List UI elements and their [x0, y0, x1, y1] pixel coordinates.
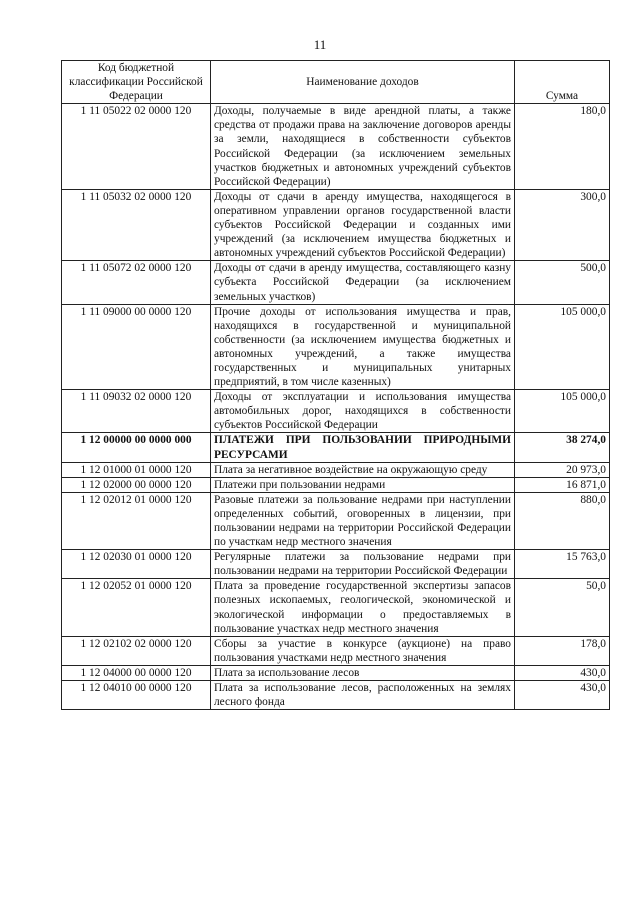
table-row: [62, 189, 610, 260]
cell-name: Разовые платежи за пользование недрами при наступлении определенных событий, оговоренных в лицензии, при пользовании недрами на территории Российской Федерации по участкам недр местного значения: [211, 492, 515, 549]
cell-name: Платежи при пользовании недрами: [211, 477, 515, 492]
cell-name: Доходы от сдачи в аренду имущества, составляющего казну субъекта Российской Федерации (за исключением земельных участков): [211, 261, 515, 304]
header-code: Код бюджетной классификации Российской Федерации: [62, 61, 211, 104]
cell-code: 1 12 00000 00 0000 000: [62, 433, 211, 462]
cell-sum: 180,0: [515, 104, 610, 190]
table-row: [62, 681, 610, 710]
cell-sum: 430,0: [515, 665, 610, 680]
cell-code: 1 11 09032 02 0000 120: [62, 390, 211, 433]
cell-sum: 50,0: [515, 579, 610, 636]
cell-sum: 20 973,0: [515, 462, 610, 477]
table-row: [62, 477, 610, 492]
cell-code: 1 11 05022 02 0000 120: [62, 104, 211, 190]
cell-code: 1 12 02000 00 0000 120: [62, 477, 211, 492]
table-row: [62, 104, 610, 190]
cell-name: Плата за проведение государственной экспертизы запасов полезных ископаемых, геологической, экономической и экологической информации о предоставляемых в пользование участках недр местного значения: [211, 579, 515, 636]
cell-name: Плата за негативное воздействие на окружающую среду: [211, 462, 515, 477]
cell-code: 1 11 05032 02 0000 120: [62, 189, 211, 260]
cell-sum: 300,0: [515, 189, 610, 260]
cell-sum: 500,0: [515, 261, 610, 304]
cell-code: 1 12 04010 00 0000 120: [62, 681, 211, 710]
cell-code: 1 12 02030 01 0000 120: [62, 550, 211, 579]
cell-sum: 105 000,0: [515, 390, 610, 433]
cell-name: Доходы от сдачи в аренду имущества, находящегося в оперативном управлении органов государственной власти субъектов Российской Федерации и созданных ими учреждений (за исключением имущества бюджетных и автономных учреждений субъектов Российской Федерации): [211, 189, 515, 260]
cell-code: 1 12 02012 01 0000 120: [62, 492, 211, 549]
table-row: [62, 462, 610, 477]
cell-code: 1 11 09000 00 0000 120: [62, 304, 211, 390]
cell-sum: 38 274,0: [515, 433, 610, 462]
cell-sum: 105 000,0: [515, 304, 610, 390]
cell-name: Доходы, получаемые в виде арендной платы, а также средства от продажи права на заключение договоров аренды за земли, находящиеся в собственности субъектов Российской Федерации (за исключением земельных участков бюджетных и автономных учреждений субъектов Российской Федерации): [211, 104, 515, 190]
cell-sum: 178,0: [515, 636, 610, 665]
table-row: [62, 492, 610, 549]
table-row: [62, 550, 610, 579]
cell-sum: 16 871,0: [515, 477, 610, 492]
cell-name: Регулярные платежи за пользование недрами при пользовании недрами на территории Российской Федерации: [211, 550, 515, 579]
table-row: [62, 579, 610, 636]
cell-code: 1 11 05072 02 0000 120: [62, 261, 211, 304]
cell-code: 1 12 02102 02 0000 120: [62, 636, 211, 665]
cell-name: Плата за использование лесов, расположенных на землях лесного фонда: [211, 681, 515, 710]
header-name: Наименование доходов: [211, 61, 515, 104]
cell-name: Сборы за участие в конкурсе (аукционе) на право пользования участками недр местного значения: [211, 636, 515, 665]
table-row: [62, 261, 610, 304]
cell-name: ПЛАТЕЖИ ПРИ ПОЛЬЗОВАНИИ ПРИРОДНЫМИ РЕСУРСАМИ: [211, 433, 515, 462]
cell-sum: 430,0: [515, 681, 610, 710]
cell-code: 1 12 01000 01 0000 120: [62, 462, 211, 477]
page-number: 11: [313, 37, 327, 52]
cell-code: 1 12 04000 00 0000 120: [62, 665, 211, 680]
table-row: [62, 636, 610, 665]
cell-name: Плата за использование лесов: [211, 665, 515, 680]
revenue-table: [61, 60, 610, 710]
cell-name: Доходы от эксплуатации и использования имущества автомобильных дорог, находящихся в собственности субъектов Российской Федерации: [211, 390, 515, 433]
table-row: [62, 665, 610, 680]
table-row: [62, 304, 610, 390]
cell-sum: 15 763,0: [515, 550, 610, 579]
cell-sum: 880,0: [515, 492, 610, 549]
header-sum: Сумма: [515, 61, 610, 104]
table-row: [62, 433, 610, 462]
cell-code: 1 12 02052 01 0000 120: [62, 579, 211, 636]
cell-name: Прочие доходы от использования имущества и прав, находящихся в государственной и муниципальной собственности (за исключением имущества бюджетных и автономных учреждений, а также имущества государственных и муниципальных унитарных предприятий, в том числе казенных): [211, 304, 515, 390]
table-header-row: [62, 61, 610, 104]
table-row: [62, 390, 610, 433]
